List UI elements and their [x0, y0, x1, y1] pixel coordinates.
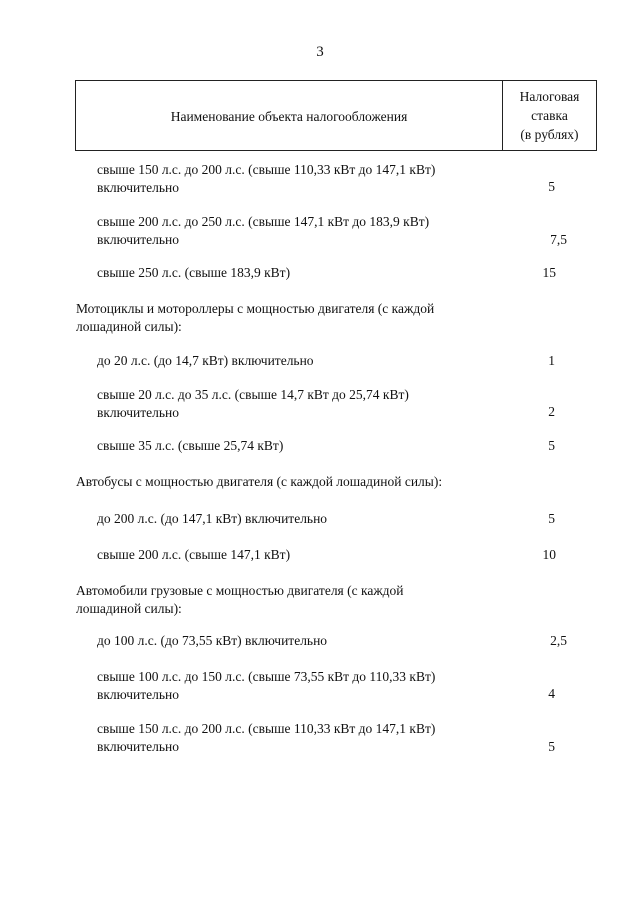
- row-label-line: включительно: [97, 180, 180, 195]
- row-value: 5: [548, 179, 555, 194]
- row-label: [97, 386, 409, 422]
- row-value: 2,5: [550, 633, 567, 648]
- header-tax-rate-line: ставка: [531, 108, 568, 123]
- page-number: 3: [316, 44, 324, 60]
- row-label-line: Мотоциклы и мотороллеры с мощностью двигателя (с каждой: [76, 301, 435, 316]
- row-value: 15: [542, 265, 556, 280]
- row-label-line: до 200 л.с. (до 147,1 кВт) включительно: [97, 511, 328, 526]
- row-label-line: свыше 100 л.с. до 150 л.с. (свыше 73,55 кВт до 110,33 кВт): [97, 669, 436, 684]
- row-label-line: свыше 150 л.с. до 200 л.с. (свыше 110,33 кВт до 147,1 кВт): [97, 721, 436, 736]
- header-object-name: Наименование объекта налогообложения: [170, 108, 408, 124]
- row-label: [97, 632, 327, 650]
- row-label-line: свыше 150 л.с. до 200 л.с. (свыше 110,33 кВт до 147,1 кВт): [97, 162, 436, 177]
- row-label-line: включительно: [97, 232, 180, 247]
- row-label: [97, 437, 283, 455]
- row-value: 2: [548, 404, 555, 419]
- row-label-line: до 20 л.с. (до 14,7 кВт) включительно: [97, 353, 314, 368]
- row-value: 4: [548, 686, 555, 701]
- row-label-line: Автобусы с мощностью двигателя (с каждой лошадиной силы):: [76, 474, 443, 489]
- category-label: [76, 473, 442, 491]
- category-label: [76, 582, 404, 618]
- row-label-line: свыше 20 л.с. до 35 л.с. (свыше 14,7 кВт до 25,74 кВт): [97, 387, 409, 402]
- header-tax-rate-line: (в рублях): [520, 127, 579, 142]
- category-label: [76, 300, 434, 336]
- row-label-line: включительно: [97, 687, 180, 702]
- row-label: [97, 161, 435, 197]
- row-label: [97, 352, 314, 370]
- row-label-line: Автомобили грузовые с мощностью двигателя (с каждой: [76, 583, 404, 598]
- row-value: 5: [548, 739, 555, 754]
- row-label-line: свыше 250 л.с. (свыше 183,9 кВт): [97, 265, 291, 280]
- row-value: 1: [548, 353, 555, 368]
- table-header: [75, 80, 597, 151]
- row-value: 5: [548, 511, 555, 526]
- header-tax-rate: [502, 81, 596, 150]
- row-value: 5: [548, 438, 555, 453]
- row-label-line: свыше 200 л.с. (свыше 147,1 кВт): [97, 547, 291, 562]
- row-label-line: включительно: [97, 739, 180, 754]
- row-label-line: до 100 л.с. (до 73,55 кВт) включительно: [97, 633, 328, 648]
- header-tax-rate-line: Налоговая: [519, 89, 580, 104]
- row-label: [97, 668, 435, 704]
- row-label-line: свыше 35 л.с. (свыше 25,74 кВт): [97, 438, 284, 453]
- row-value: 7,5: [550, 232, 567, 247]
- row-label-line: включительно: [97, 405, 180, 420]
- row-label-line: свыше 200 л.с. до 250 л.с. (свыше 147,1 кВт до 183,9 кВт): [97, 214, 430, 229]
- row-label-line: лошадиной силы):: [76, 319, 182, 334]
- row-label: [97, 510, 327, 528]
- row-label: [97, 546, 290, 564]
- row-label: [97, 720, 435, 756]
- row-label-line: лошадиной силы):: [76, 601, 182, 616]
- row-label: [97, 213, 429, 249]
- row-label: [97, 264, 290, 282]
- row-value: 10: [542, 547, 556, 562]
